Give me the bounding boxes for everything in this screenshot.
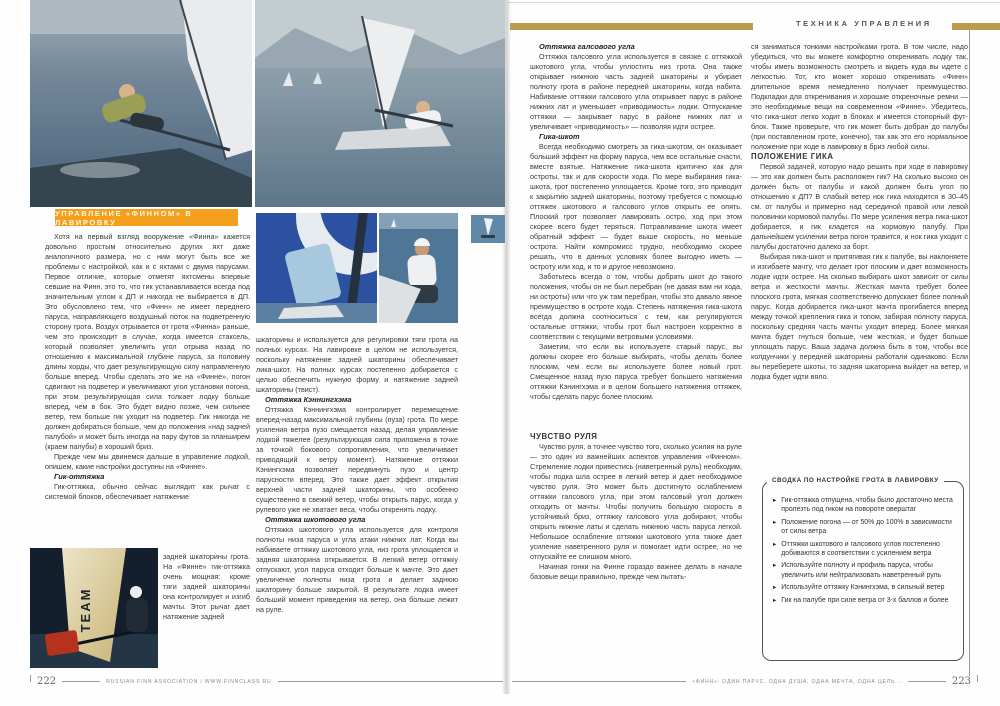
list-item-text: Используйте полноту и профиль паруса, чтобы увеличить или нейтрализовать наветренный руль [781, 562, 942, 579]
page-edge-line [508, 2, 1000, 3]
photo-finn-bay-art [255, 0, 505, 207]
photo-finn-bay [255, 0, 505, 207]
header-rule-left [510, 23, 753, 30]
page-number-left: 222 [37, 676, 57, 687]
list-item [773, 540, 953, 559]
team-sail-label: TEAM [78, 587, 93, 633]
list-item-text: Оттяжки шкотового и галсового углов постепенно добиваются в соответствии с усилением ветра [781, 540, 940, 558]
footer-imprint: RUSSIAN FINN ASSOCIATION / WWW.FINNCLASS.RU [106, 678, 272, 685]
right-column-2 [751, 42, 968, 474]
photo-blue-sail-detail [256, 213, 377, 323]
paragraph: Заметим, что если вы используете старый парус, вы должны скорее его больше выбирать, чтобы делать более плоским, чем если вы используете более новый грот. Смещенное назад пузо паруса требует большего натяжения оттяжки Кэнингхэма и в целом большего натяжения оттяжек, чтобы сделать парус более плоским. [530, 342, 742, 401]
paragraph: Хотя на первый взгляд вооружение «Финна» кажется довольно простым относительно других яхт даже аналогичного размера, но с ним могут быть все же проблемы с настройкой, как и с яхтами с двумя парусами. Первое отличие, которые отметят яхтсмены впервые севшие на Финн, это то, что гик устанавливается всегда под значительным углом к ДП и никогда не выбирается в ДП. Это обусловлено тем, что «Финн» не имеет переднего паруса, направляющего воздушный поток на подветренную сторону грота. Воздух отрывается от грота «Финна» раньше, чем это происходит в случае, когда имеется стаксель, который позволяет увеличить угол отрыва назад по отношению к максимальной глубине паруса, за половину длины хорды, что дает результирующую силу направленную больше вперед. Чтобы сделать это же на «Финне», погон сдвигают на подветер и увеличивают угол установки погона, при этом результирующая сила толкает лодку больше вперед, чем в бок. Это будет видно позже, чем сильнее ветер, тем больше гик уходит на подветер. Гик никогда не должен добираться больше, чем до положения «над задней палубой» и может быть иногда на пару футов за планширем (краем палубы) в хороший бриз. [45, 232, 250, 451]
photo-team-sail-art [30, 548, 158, 668]
paragraph: задней шкаторины грота. На «Финне» гик-оттяжка очень мощная: кроме тяги задней шкаторины она контролирует и изгиб мачты. Этот рычаг дает натяжение задней [163, 552, 250, 621]
mainsail-setup-summary-box [762, 477, 964, 661]
paragraph: Прежде чем мы двинемся дальше в управление лодкой, опишем, какие настройки доступны на «Финне». [45, 452, 250, 471]
paragraph: Оттяжка галсового угла используется в связке с оттяжкой шкотового угла, чтобы уплостить низ грота. Она также открывает нижнюю часть задней шкаторины и убирает полноту грота в районе передней шкаторины, когда набита. Набивание оттяжки галсового угла открывает парус в районе нижних лат и уменьшает «приводимость» лодки. Отпускание оттяжки — закрывает парус в районе нижних лат и увеличивает «приводимость» — позволяя идти острее. [530, 52, 742, 131]
paragraph: Оттяжка Кэннингхэма контролирует перемещение вперед-назад максимальной глубины (пуза) грота. По мере усиления ветра пузо смещается назад, делая управление лодкой тяжелее (результирующая сила приложена в точке за точкой бокового сопротивления, что увеличивает приводящий к ветру момент). Натяжение оттяжки Кэнингхэма позволяет передвинуть пузо и центр парусности вперед. Это также дает эффект открытия верхней части задней шкаторины, что особенно существенно в свежий ветер, чтобы открыть парус, когда у рулевого уже не хватает веса, чтобы откренить лодку. [256, 405, 458, 514]
heading-clew-outhaul: Оттяжка шкотового угла [265, 515, 366, 524]
heading-rudder-feel: ЧУВСТВО РУЛЯ [530, 432, 598, 441]
footer-right [512, 676, 978, 687]
list-item [773, 561, 953, 580]
running-head [796, 19, 932, 28]
photo-sail-thumbnail-art [471, 215, 505, 243]
footer-motto: «ФИНН»: ОДИН ПАРУС, ОДНА ДУША, ОДНА МЕЧТА, ОДНА ЦЕЛЬ... [692, 678, 902, 685]
paragraph: Заботьтесь всегда о том, чтобы добрать шкот до такого положения, чтобы он не был перебран (не давая вам ни хода, ни остроты) или что уж там перебран, чтобы это давало явное преимущество в остроте хода. Степень натяжения гика-шкота всегда должна соотноситься с тем, как регулируются остальные оттяжки, чтобы грот был настроен корректно в соответствии с текущими ветровыми условиями. [530, 272, 742, 341]
list-item [773, 583, 953, 592]
running-head-label: ТЕХНИКА УПРАВЛЕНИЯ [796, 19, 932, 28]
section-heading-label: УПРАВЛЕНИЕ «ФИННОМ» В ЛАВИРОВКУ [55, 208, 193, 227]
photo-sail-thumbnail [471, 215, 505, 243]
list-item-text: Гик-оттяжка отпущена, чтобы было достаточно места пролезть под гиком на повороте оверштаг [781, 497, 953, 514]
heading-boom-position: ПОЛОЖЕНИЕ ГИКА [751, 152, 834, 161]
footer-rule [278, 681, 503, 682]
left-column-2 [256, 335, 458, 665]
bullet-arrow-icon: ▸ [773, 540, 777, 548]
paragraph: шкаторины и используется для регулировки тяги грота на полных курсах. На лавировке в целом не используется, поскольку натяжение задней шкаторины обеспечивает лика-шкот. На полных курсах постепенно добирается с целью обеспечить нужную форму и натяжение задней шкаторины (твист). [256, 335, 458, 394]
paragraph: Оттяжка шкотового угла используется для контроля полноты низа паруса и угла атаки нижних лат. Когда вы набиваете оттяжку шкотового угла, низ грота уплощается и задняя шкаторина открывается. В легкий ветер оттяжку отпускают, угол паруса отходит больше к мачте. Это дает увеличение полноты низа грота и делает заднюю шкаторину больше закрытой. В результате лодка имеет больший момент приведения на ветер, она больше лежит на руле. [256, 525, 458, 614]
footer-corner-tick [977, 675, 978, 682]
bullet-arrow-icon: ▸ [773, 562, 777, 570]
photo-sailor-capped-art [379, 213, 458, 323]
paragraph: ся заниматься тонкими настройками грота. В том числе, надо убедиться, что вы можете комфортно откренивать лодку так, чтобы иметь возможность смотреть и видеть куда вы идете с легкостью. Тот, кто может хорошо откренивать «Финн» длительное время немедленно получает преимущество. Подкладки для откренивания и хорошие откреночные ремни — это необходимые вещи на современном «Финне». Убедитесь, что гика-шкот легко ходит в блоках и имеется стопорный фут-блок. Также проверьте, что гик может быть добран до палубы (при поставленном гроте, конечно), так как это его нормальное положение при ходе в лавировку в бриз любой силы. [751, 42, 968, 151]
heading-cunningham: Оттяжка Кэннингхэма [265, 395, 352, 404]
summary-list [773, 496, 953, 605]
list-item-text: Гик на палубе при силе ветра от 3-х баллов и более [781, 596, 949, 604]
heading-tack-outhaul: Оттяжка галсового угла [539, 42, 635, 51]
photo-blue-sail-detail-art [256, 213, 377, 323]
margin-rule [969, 30, 970, 676]
left-column-1 [45, 232, 250, 544]
paragraph: Начиная гонки на Финне гораздо важнее делать в начале базовые вещи правильно, прежде чем пытать- [530, 562, 742, 581]
left-column-1-wrap [163, 552, 250, 662]
footer-rule [62, 681, 100, 682]
list-item-text: Положение погона — от 50% до 100% в зависимости от силы ветра [781, 518, 952, 536]
bullet-arrow-icon: ▸ [773, 584, 777, 592]
paragraph: Чувство руля, а точнее чувство того, сколько усилия на руле — это один из важнейших аспектов управления «Финном». Стремление лодки привестись (наветренный руль) необходим, чтобы лодка шла острее в легкий ветер и дает необходимое чувство руля. Это может быть достигнуто ослаблением оттяжки галсового угла, при этом галсовый угол должен отходить от мачты. Чтобы получить большую скорость в устойчивый бриз, оттяжку галсового угла добирают, чтобы открыть нижние латы и сделать нижнюю часть паруса легкой. Небольшое ослабление оттяжки шкотового угла также дает усиление наветренного руля и помогает идти острее, но не отпускайте ее слишком много. [530, 442, 742, 561]
paragraph: Выбирая гика-шкот и притягивая гик к палубе, вы наклоняете и изгибаете мачту, что делает грот плоским и дает возможность лодке идти острее. На сколько выбирать шкот зависит от силы ветра и жесткости мачты. Жесткая мачта требует более плоского грота, мягкая соответственно допускает более полный парус. Когда добирается гика-шкот мачта прогибается вперед между точкой крепления гика и топом, забирая полноту паруса, поскольку средняя часть мачты уходит вперед. Более мягкая мачта будет гнуться больше, чем жесткая, и будет больше уплощать парус. Ваша задача должна быть в том, чтобы все колдунчики у передней шкаторины работали одинаково. Если вы переберете шкоты, то задняя шкаторина выйдет на ветер, и лодка будет идти вяло. [751, 252, 968, 381]
list-item [773, 496, 953, 515]
bullet-arrow-icon: ▸ [773, 518, 777, 526]
bullet-arrow-icon: ▸ [773, 596, 777, 604]
section-heading-banner [55, 209, 238, 226]
photo-team-sail [30, 548, 158, 668]
page-number-right: 223 [951, 676, 971, 687]
footer-corner-tick [30, 675, 31, 682]
list-item-text: Используйте оттяжку Кэнингхэма, в сильный ветер [781, 584, 945, 592]
footer-rule [512, 681, 686, 682]
heading-mainsheet: Гика-шкот [539, 132, 580, 141]
header-rule-right [952, 23, 1000, 30]
summary-box-title: СВОДКА ПО НАСТРОЙКЕ ГРОТА В ЛАВИРОВКУ [767, 477, 944, 484]
list-item [773, 518, 953, 537]
heading-vang: Гик-оттяжка [54, 472, 105, 481]
paragraph: Первой задачей, которую надо решить при ходе в лавировку — это как должен быть расположен гик? На сколько высоко он должен быть от палубы и какой должен быть угол по отношению к ДП? В слабый ветер нок гика находится в 30–45 см. от палубы и примерно над серединой правой или левой половинки кормовой палубы. По мере усиления ветра гика-шкот добирается, и гик кладется на кормовую палубу. При дальнейшем усилении ветра погон травится, и нок гика уходит с палубы достаточно далеко за борт. [751, 162, 968, 251]
paragraph: Всегда необходимо смотреть за гика-шкотом, он оказывает больший эффект на форму паруса, чем все остальные снасти, вместе взятые. Натяжение гика-шкота критично как для остроты, так и для скорости хода. По мере выбирания гика-шкота, грот постепенно уплощается. Кроме того, это приводит к закрытию задней шкаторины, поэтому требуется с помощью оттяжек шкотового и галсового углов открыть ее опять. Плоский грот позволяет лавировать остро, ход при этом скорее всего будет теряться. Потравливание шкота имеет обратный эффект — будет выше скорость, но меньше острота. Найти компромисс трудно, необходимо скорее решать, что в данных условиях более выгодно иметь — остроту или ход, и то и другое невозможно. [530, 142, 742, 271]
paragraph: Гик-оттяжка, обычно сейчас выглядит как рычаг с системой блоков, обеспечивает натяжение [45, 482, 250, 501]
footer-rule [908, 681, 946, 682]
photo-sailor-capped [379, 213, 458, 323]
right-column-1 [530, 42, 742, 672]
photo-finn-heeling [30, 0, 252, 207]
footer-left [30, 676, 503, 687]
bullet-arrow-icon: ▸ [773, 497, 777, 504]
list-item [773, 596, 953, 605]
photo-finn-heeling-art [30, 0, 252, 207]
